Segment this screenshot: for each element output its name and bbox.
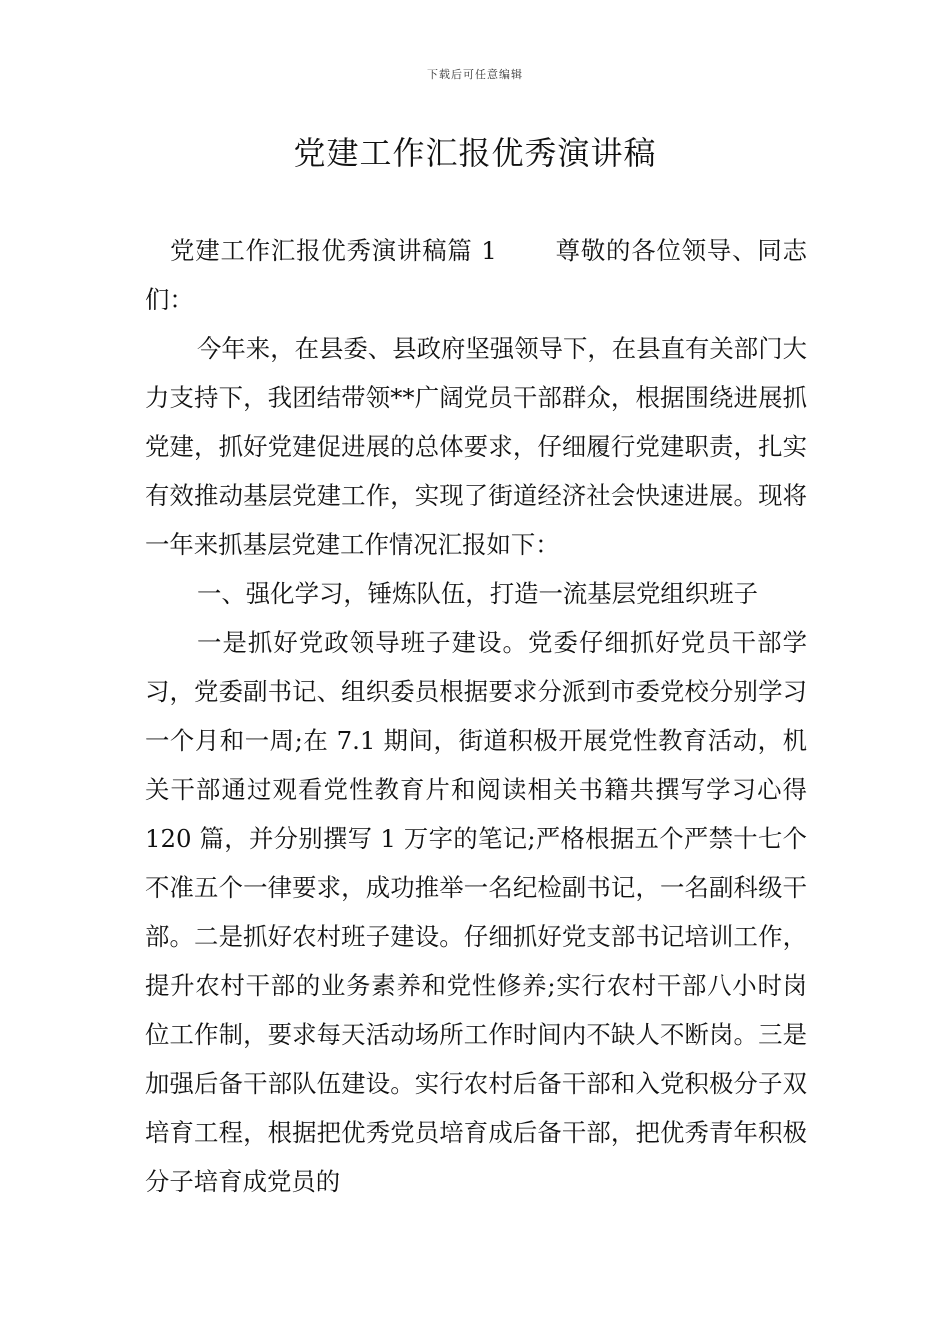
greeting: 尊敬的各位领导、同志们： [145, 236, 807, 314]
header-note: 下载后可任意编辑 [427, 68, 523, 81]
paragraph-overview: 今年来，在县委、县政府坚强领导下，在县直有关部门大力支持下，我团结带领**广阔党员干部群众，根据围绕进展抓党建，抓好党建促进展的总体要求，仔细履行党建职责，扎实有效推动基层党建工作，实现了街道经济社会快速进展。现将一年来抓基层党建工作情况汇报如下： [145, 334, 807, 559]
paragraph-details: 一是抓好党政领导班子建设。党委仔细抓好党员干部学习，党委副书记、组织委员根据要求分派到市委党校分别学习一个月和一周;在 7.1 期间，街道积极开展党性教育活动，机关干部通过观看党性教育片和阅读相关书籍共撰写学习心得 120 篇，并分别撰写 1 万字的笔记;严格根据五个严禁十七个不准五个一律要求，成功推举一名纪检副书记，一名副科级干部。二是抓好农村班子建设。仔细抓好党支部书记培训工作，提升农村干部的业务素养和党性修养;实行农村干部八小时岗位工作制，要求每天活动场所工作时间内不缺人不断岗。三是加强后备干部队伍建设。实行农村后备干部和入党积极分子双培育工程，根据把优秀党员培育成后备干部，把优秀青年积极分子培育成党员的 [145, 628, 807, 1196]
document-title: 党建工作汇报优秀演讲稿 [293, 134, 657, 172]
section-label: 党建工作汇报优秀演讲稿篇 1 [170, 236, 497, 265]
intro-paragraph [145, 226, 807, 324]
document-body [145, 226, 807, 1206]
section-heading: 一、强化学习，锤炼队伍，打造一流基层党组织班子 [197, 579, 758, 608]
